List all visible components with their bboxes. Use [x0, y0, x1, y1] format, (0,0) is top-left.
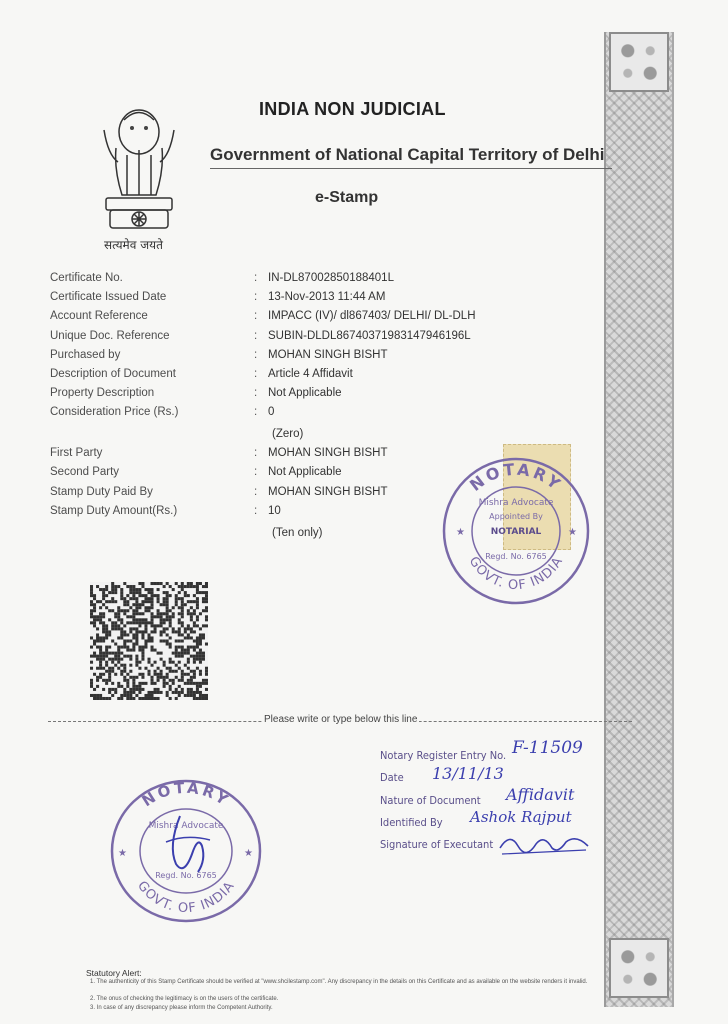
field-colon: : [254, 272, 258, 284]
government-title: Government of National Capital Territory of Delhi [210, 145, 605, 164]
stamp-duty-amount: 10 [268, 505, 281, 517]
field-label: Stamp Duty Paid By [50, 486, 153, 498]
svg-text:GOVT. OF INDIA: GOVT. OF INDIA [134, 878, 238, 917]
svg-text:NOTARIAL: NOTARIAL [490, 527, 542, 537]
field-colon: : [254, 505, 258, 517]
notary-seal-bottom-icon [106, 776, 266, 926]
consideration-words: (Zero) [272, 428, 304, 440]
register-entry-label: Notary Register Entry No. [380, 749, 507, 762]
field-label: Description of Document [50, 368, 176, 380]
identified-by-value: Ashok Rajput [470, 808, 572, 826]
purchased-by: MOHAN SINGH BISHT [268, 349, 388, 361]
field-colon: : [254, 291, 258, 303]
date-value: 13/11/13 [432, 764, 504, 783]
decorative-border [604, 32, 674, 1007]
field-label: Stamp Duty Amount(Rs.) [50, 505, 178, 517]
consideration-price: 0 [268, 406, 275, 418]
field-label: Purchased by [50, 349, 121, 361]
issued-date: 13-Nov-2013 11:44 AM [268, 291, 386, 303]
document-description: Article 4 Affidavit [268, 368, 353, 380]
statutory-alert-title: Statutory Alert: [86, 968, 142, 978]
account-reference: IMPACC (IV)/ dl867403/ DELHI/ DL-DLH [268, 310, 476, 322]
statutory-alert-item: 2. The onus of checking the legitimacy is on the users of the certificate. [90, 996, 279, 1002]
date-label: Date [380, 771, 404, 784]
field-colon: : [254, 330, 258, 342]
statutory-alert-item: 1. The authenticity of this Stamp Certificate should be verified at "www.shcilestamp.com". Any discrepancy in the details on this Certificate and as available on the website renders it invalid. [90, 979, 588, 985]
field-colon: : [254, 387, 258, 399]
field-colon: : [254, 310, 258, 322]
title-underline [210, 168, 612, 169]
signature-label: Signature of Executant [380, 838, 494, 851]
svg-text:NOTARY: NOTARY [138, 778, 234, 811]
amount-words: (Ten only) [272, 527, 323, 539]
field-colon: : [254, 447, 258, 459]
property-description: Not Applicable [268, 387, 342, 399]
field-label: First Party [50, 447, 103, 459]
svg-text:Mishra Advocate: Mishra Advocate [478, 498, 554, 508]
unique-doc-reference: SUBIN-DLDL86740371983147946196L [268, 330, 471, 342]
field-label: Second Party [50, 466, 120, 478]
field-label: Unique Doc. Reference [50, 330, 170, 342]
field-colon: : [254, 368, 258, 380]
field-label: Certificate No. [50, 272, 123, 284]
field-colon: : [254, 349, 258, 361]
field-colon: : [254, 406, 258, 418]
svg-text:Regd. No. 6765: Regd. No. 6765 [155, 871, 217, 880]
certificate-no: IN-DL87002850188401L [268, 272, 394, 284]
svg-text:★: ★ [568, 527, 577, 538]
svg-text:Appointed By: Appointed By [489, 512, 543, 521]
statutory-alert-item: 3. In case of any discrepancy please inform the Competent Authority. [90, 1005, 273, 1011]
svg-text:★: ★ [118, 848, 127, 859]
svg-text:GOVT. OF INDIA: GOVT. OF INDIA [465, 554, 567, 594]
nature-of-document-label: Nature of Document [380, 794, 481, 807]
field-colon: : [254, 486, 258, 498]
svg-text:NOTARY: NOTARY [466, 459, 567, 495]
executant-signature-icon [496, 826, 592, 860]
border-ornament-bottom-icon [609, 938, 669, 998]
field-label: Account Reference [50, 310, 148, 322]
svg-text:★: ★ [244, 848, 253, 859]
cut-line-text: Please write or type below this line [264, 714, 418, 725]
second-party: Not Applicable [268, 466, 342, 478]
document-type: e-Stamp [315, 189, 379, 206]
nature-of-document-value: Affidavit [506, 785, 575, 804]
field-label: Property Description [50, 387, 155, 399]
ashoka-emblem-icon [94, 100, 184, 236]
stamp-duty-paid-by: MOHAN SINGH BISHT [268, 486, 388, 498]
border-ornament-top-icon [609, 32, 669, 92]
identified-by-label: Identified By [380, 816, 443, 829]
qr-code-icon [90, 582, 208, 700]
svg-text:Mishra Advocate: Mishra Advocate [148, 821, 224, 831]
field-label: Consideration Price (Rs.) [50, 406, 179, 418]
field-label: Certificate Issued Date [50, 291, 167, 303]
register-entry-value: F-11509 [512, 738, 583, 758]
first-party: MOHAN SINGH BISHT [268, 447, 388, 459]
field-colon: : [254, 466, 258, 478]
notary-seal-icon [440, 455, 592, 607]
document-title: INDIA NON JUDICIAL [259, 99, 446, 119]
svg-text:Regd. No. 6765: Regd. No. 6765 [485, 552, 547, 561]
svg-text:★: ★ [456, 527, 465, 538]
emblem-motto: सत्यमेव जयते [104, 238, 163, 252]
